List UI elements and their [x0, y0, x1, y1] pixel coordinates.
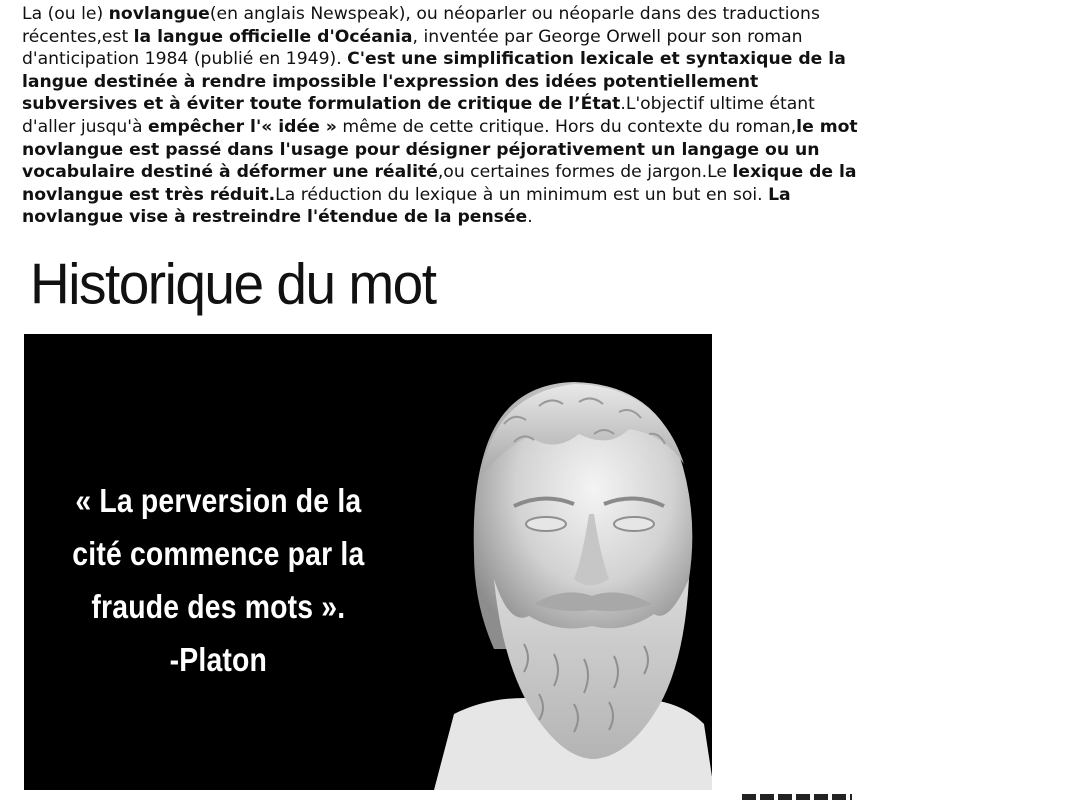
- intro-text-5: même de cette critique. Hors du contexte du roman,: [336, 116, 797, 137]
- plato-bust-icon: [414, 364, 712, 790]
- section-title: Historique du mot: [30, 251, 436, 317]
- platon-quote-image: [24, 334, 712, 790]
- intro-bold-novlangue: novlangue: [108, 4, 210, 24]
- image-bottom-edge: [24, 786, 414, 790]
- intro-bold-prevent-idea: empêcher l'« idée »: [147, 116, 337, 137]
- intro-bold-official-language: la langue officielle d'Océania: [133, 26, 413, 47]
- intro-text-3: , inventée par George Orwell pour son roman d'anticipation 1984 (publié en 1949).: [22, 26, 803, 70]
- intro-paragraph: [22, 3, 872, 229]
- intro-text-6: ,ou certaines formes de jargon.Le: [437, 162, 733, 183]
- intro-bold-restrict-thought: La novlangue vise à restreindre l'étendue de la pensée: [22, 184, 791, 228]
- intro-bold-pejorative-usage: le mot novlangue est passé dans l'usage pour désigner péjorativement un langage ou un vocabulaire destiné à déformer une réalité: [22, 116, 858, 183]
- quote-line: cité commence par la: [72, 535, 365, 572]
- quote-line: fraude des mots ».: [91, 588, 346, 625]
- intro-bold-simplification: C'est une simplification lexicale et syntaxique de la langue destinée à rendre impossible l'expression des idées potentiellement subversives et à éviter toute formulation de critique de l’État: [22, 49, 846, 115]
- quote-text: [24, 474, 413, 686]
- intro-text-1: La (ou le): [22, 4, 109, 24]
- intro-text-4: .L'objectif ultime étant d'aller jusqu'à: [22, 94, 815, 137]
- intro-text-7: La réduction du lexique à un minimum est un but en soi.: [275, 184, 769, 205]
- intro-text-8: .: [527, 207, 533, 228]
- intro-bold-reduced-lexicon: lexique de la novlangue est très réduit.: [22, 162, 857, 205]
- quote-author: -Platon: [169, 641, 268, 678]
- intro-text-2: (en anglais Newspeak), ou néoparler ou néoparle dans des traductions récentes,est: [22, 4, 820, 47]
- cropped-text-fragment: [742, 794, 852, 800]
- quote-line: « La perversion de la: [75, 482, 362, 519]
